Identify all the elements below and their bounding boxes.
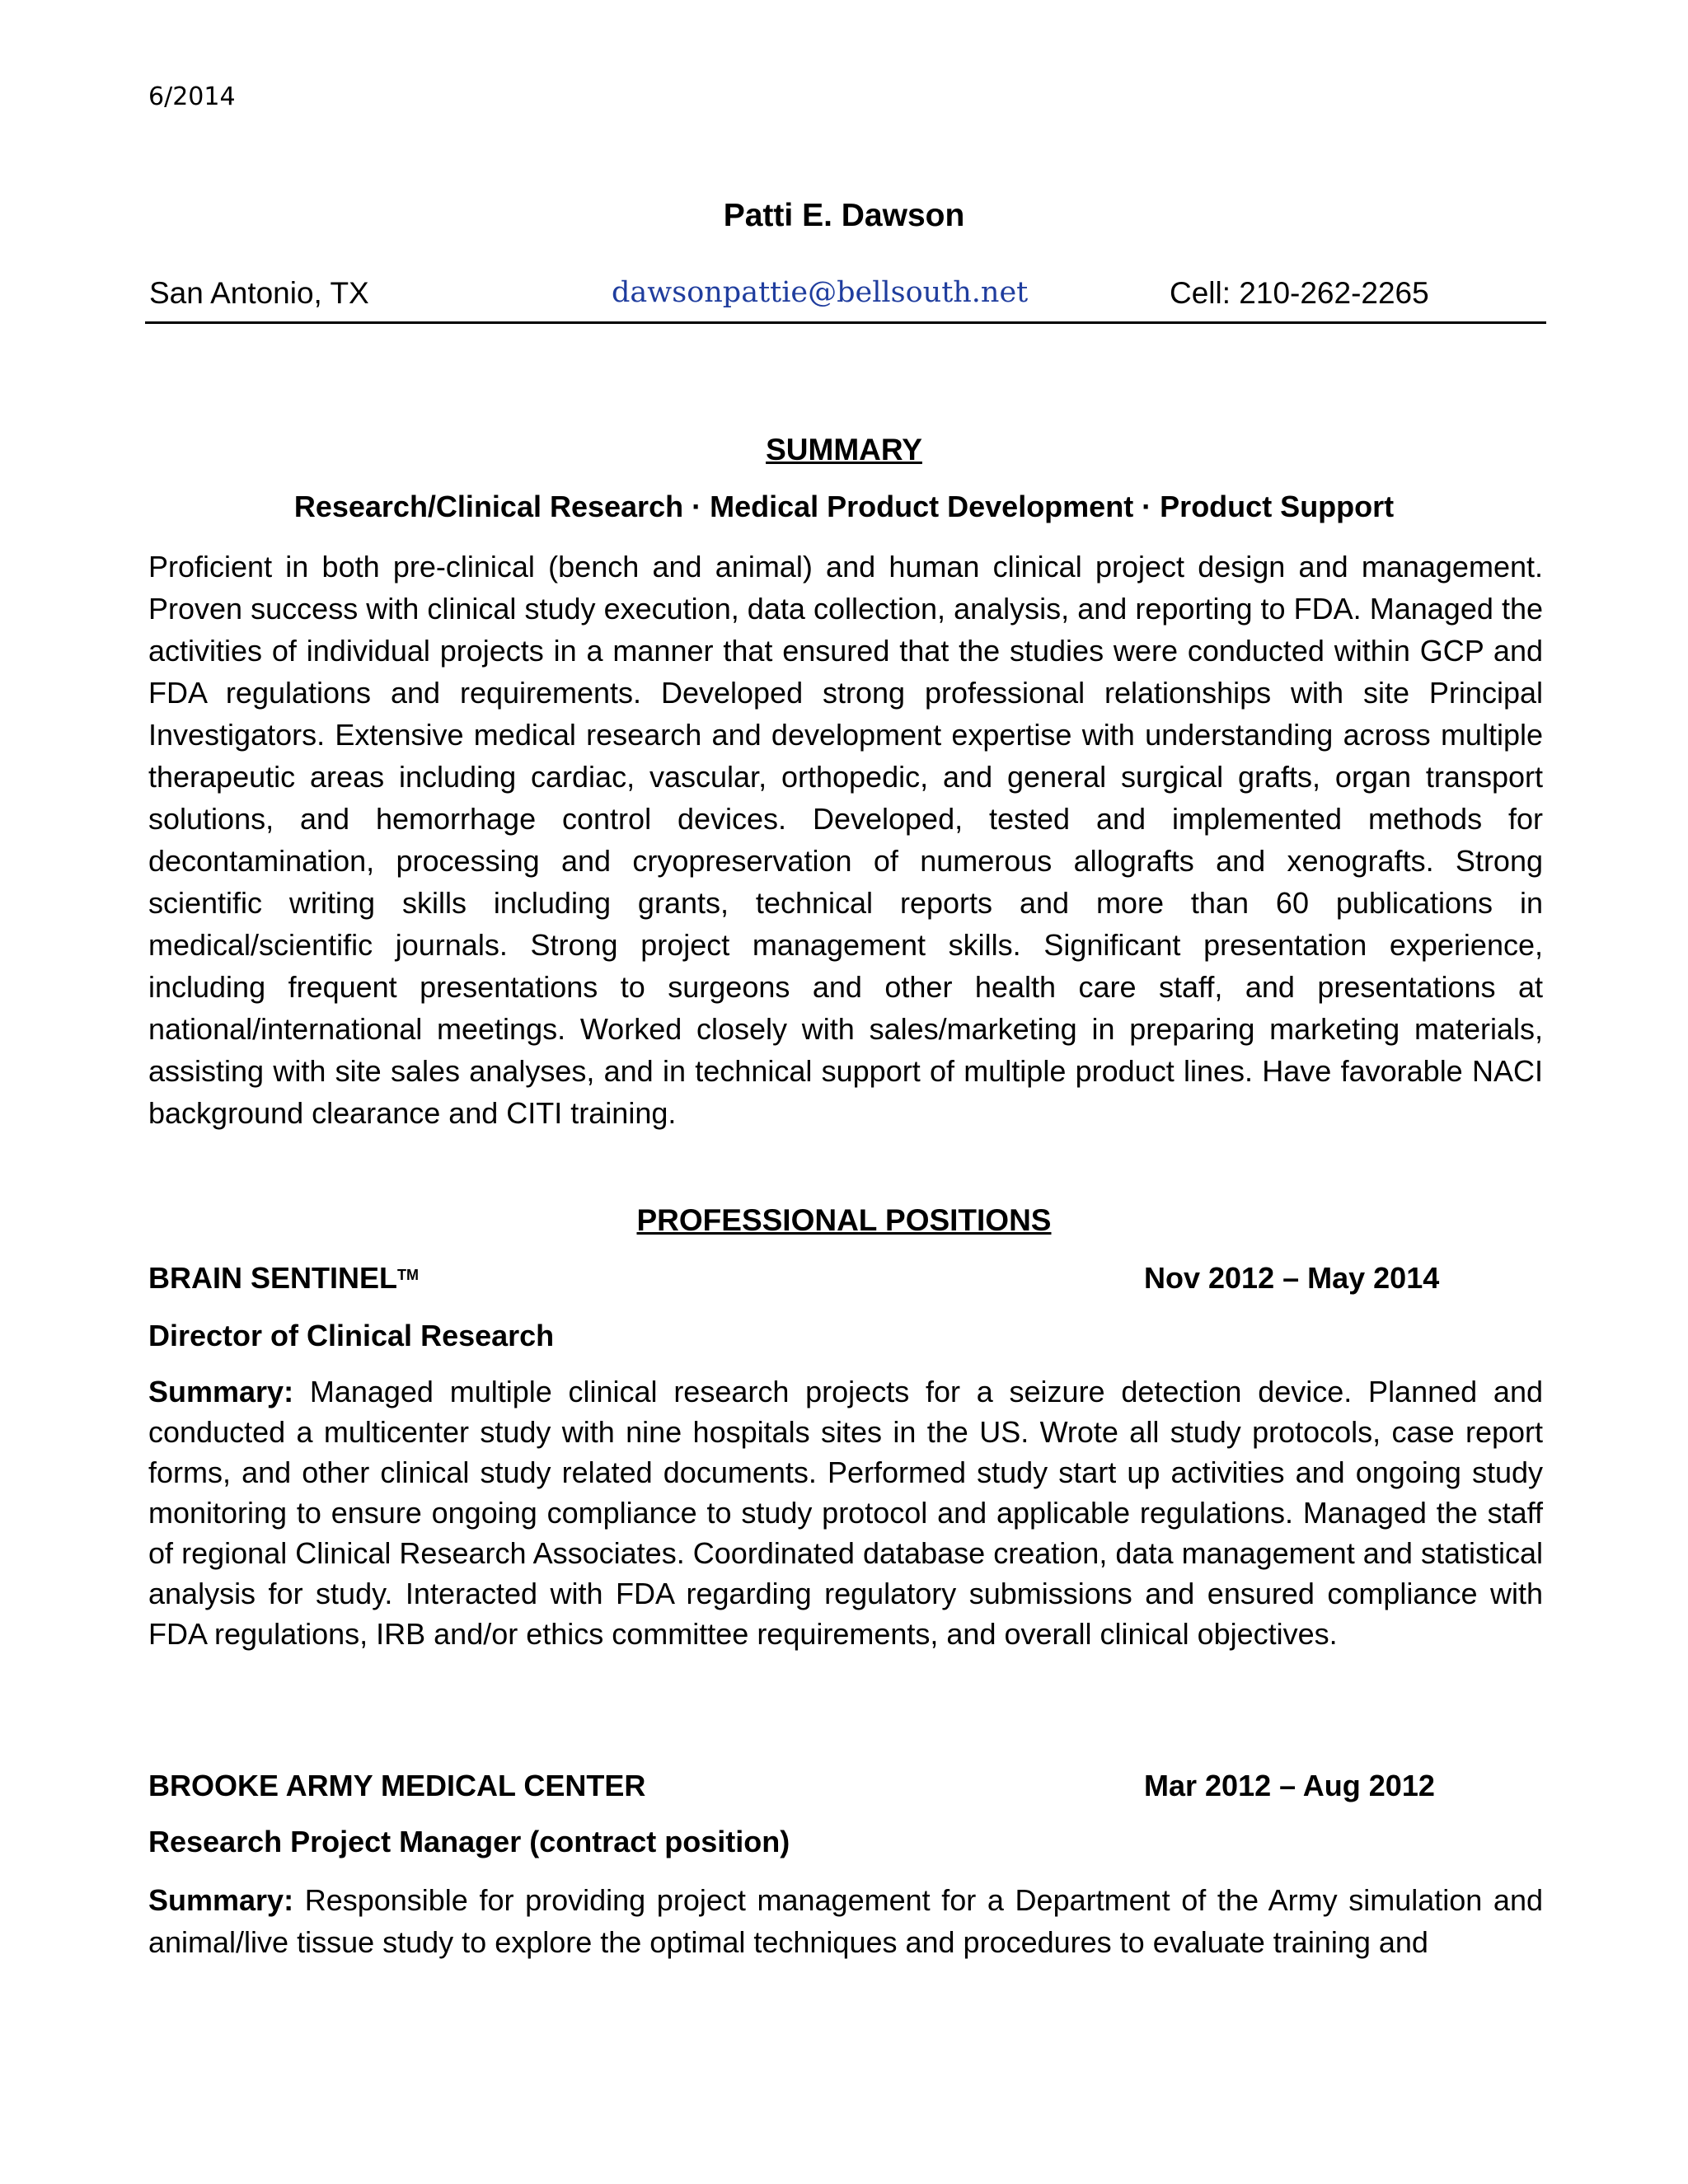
summary-label: Summary: [148, 1375, 294, 1408]
contact-cell: Cell: 210-262-2265 [1170, 276, 1429, 310]
job-summary [148, 1371, 1543, 1654]
contact-city: San Antonio, TX [149, 276, 369, 310]
summary-heading: SUMMARY [766, 433, 922, 466]
candidate-name: Patti E. Dawson [723, 198, 965, 233]
job-title: Research Project Manager (contract position) [148, 1825, 790, 1858]
summary-body: Proficient in both pre-clinical (bench and animal) and human clinical project design and management. Proven success with clinical study execution, data collection, analysis, and reporting to FDA. Managed the activities of individual projects in a manner that ensured that the studies were conducted within GCP and FDA regulations and requirements. Developed strong professional relationships with site Principal Investigators. Extensive medical research and development expertise with understanding across multiple therapeutic areas including cardiac, vascular, orthopedic, and general surgical grafts, organ transport solutions, and hemorrhage control devices. Developed, tested and implemented methods for decontamination, processing and cryopreservation of numerous allografts and xenografts. Strong scientific writing skills including grants, technical reports and more than 60 publications in medical/scientific journals. Strong project management skills. Significant presentation experience, including frequent presentations to surgeons and other health care staff, and presentations at national/international meetings. Worked closely with sales/marketing in preparing marketing materials, assisting with site sales analyses, and in technical support of multiple product lines. Have favorable NACI background clearance and CITI training. [148, 550, 1543, 1130]
summary-label: Summary: [148, 1883, 294, 1917]
job-summary-text: Managed multiple clinical research projects for a seizure detection device. Planned and conducted a multicenter study with nine hospitals sites in the US. Wrote all study protocols, case report forms, and other clinical study related documents. Performed study start up activities and ongoing study monitoring to ensure ongoing compliance to study protocol and applicable regulations. Managed the staff of regional Clinical Research Associates. Coordinated database creation, data management and statistical analysis for study. Interacted with FDA regarding regulatory submissions and ensured compliance with FDA regulations, IRB and/or ethics committee requirements, and overall clinical objectives. [148, 1375, 1543, 1651]
job-summary-text: Responsible for providing project management for a Department of the Army simulation and animal/live tissue study to explore the optimal techniques and procedures to evaluate training and [148, 1883, 1543, 1959]
contact-line [145, 272, 1546, 324]
positions-heading: PROFESSIONAL POSITIONS [636, 1203, 1052, 1237]
job-employer [148, 1261, 419, 1296]
job-dates: Nov 2012 – May 2014 [1144, 1261, 1440, 1295]
job-employer-name: BRAIN SENTINEL [148, 1261, 398, 1295]
job-summary [148, 1879, 1543, 1963]
document-date: 6/2014 [148, 82, 236, 111]
job-employer: BROOKE ARMY MEDICAL CENTER [148, 1769, 646, 1802]
trademark-mark: TM [397, 1267, 420, 1283]
summary-subheading: Research/Clinical Research · Medical Product Development · Product Support [293, 490, 1395, 523]
job-dates: Mar 2012 – Aug 2012 [1144, 1769, 1435, 1802]
contact-email-link[interactable]: dawsonpattie@bellsouth.net [612, 276, 1029, 309]
job-title: Director of Clinical Research [148, 1319, 555, 1352]
